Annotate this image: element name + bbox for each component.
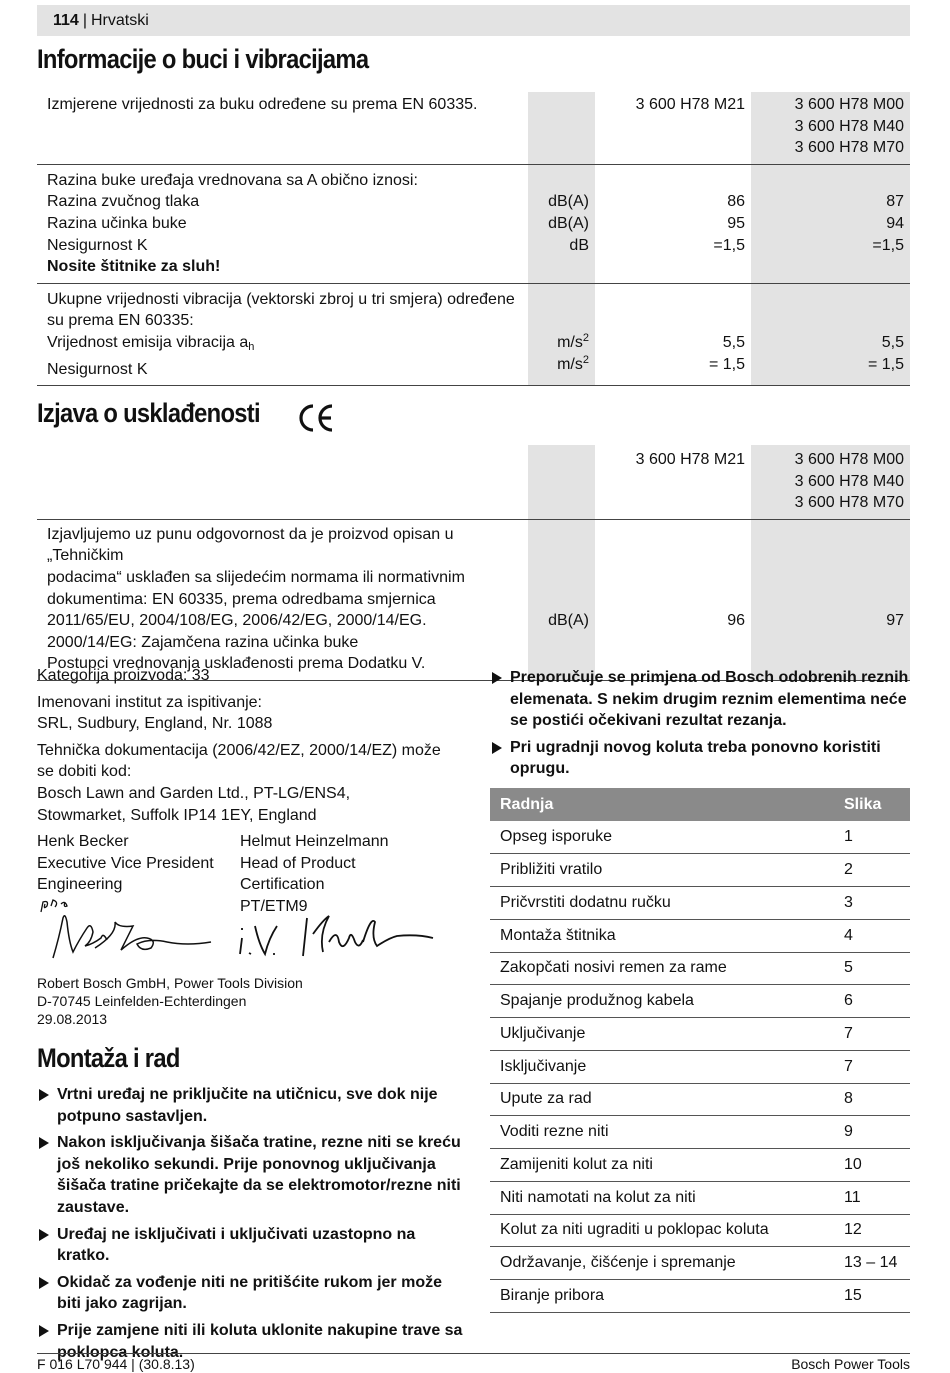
- table-row: [490, 821, 910, 854]
- bullet-triangle-icon: [492, 742, 502, 754]
- table-row: [490, 1181, 910, 1214]
- address: Bosch Lawn and Garden Ltd., PT-LG/ENS4,: [37, 784, 351, 802]
- footer-divider: [37, 1353, 910, 1354]
- vibration-value-b: 5,5: [881, 333, 904, 351]
- table-row: [490, 919, 910, 952]
- ops-figure: 3: [834, 887, 910, 920]
- table-row: [490, 854, 910, 887]
- table-row: [490, 887, 910, 920]
- header-separator: |: [82, 11, 87, 29]
- noise-model-b: 3 600 H78 M00 3 600 H78 M40 3 600 H78 M70: [751, 92, 910, 164]
- conformity-table: [37, 445, 910, 681]
- vibration-unit: $m/s^2$: [557, 331, 589, 351]
- conformity-value-a: 96: [727, 612, 745, 630]
- certification-details: Kategorija proizvoda: 33 Imenovani institut za ispitivanje: SRL, Sudbury, England, Nr. 1088 Tehnička dokumentacija (2006/42/EZ, 2000/14/EZ) može se dobiti kod: Bosch Lawn and Garden Ltd., PT-LG/ENS4, Stowmarket, Suffolk IP14 1EY, England Henk Becker Executive Vice President Engineering Helmut Heinzelmann Head of Product Certification PT/ETM9: [37, 665, 467, 918]
- list-item: Okidač za vođenje niti ne pritišćite rukom jer može biti jako zagrijan.: [37, 1272, 467, 1315]
- ops-action: Održavanje, čišćenje i spremanje: [490, 1247, 834, 1280]
- noise-model-row: [37, 92, 910, 164]
- institute-name: SRL, Sudbury, England, Nr. 1088: [37, 715, 273, 733]
- conformity-title: Izjava o usklađenosti: [37, 398, 260, 428]
- ops-action: Spajanje produžnog kabela: [490, 985, 834, 1018]
- noise-value-b: 94: [886, 214, 904, 232]
- vibration-group: [37, 283, 910, 385]
- footer-brand: Bosch Power Tools: [791, 1356, 910, 1372]
- conformity-model-row: [37, 445, 910, 519]
- ops-figure: 2: [834, 854, 910, 887]
- institute-label: Imenovani institut za ispitivanje:: [37, 693, 262, 711]
- product-category: Kategorija proizvoda: 33: [37, 667, 210, 684]
- list-item: Preporučuje se primjena od Bosch odobrenih reznih elemenata. S nekim drugim reznim elementima neće se postići očekivani rezultat rezanja.: [490, 667, 910, 732]
- conformity-statement: Izjavljujemo uz punu odgovornost da je proizvod opisan u „Tehničkim podacima“ usklađen sa slijedećim normama ili normativnim dokumentima: EN 60335, prema odredbama smjernica 2011/65/EU, 2004/108/EG, 2006/42/EG, 2000/14/EG. 2000/14/EG: Zajamčena razina učinka buke Postupci vrednovanja usklađenosti prema Dodatku V.: [37, 519, 528, 680]
- page-header: [37, 5, 910, 36]
- noise-table: [37, 92, 910, 386]
- noise-value-b: 87: [886, 193, 904, 211]
- noise-model-a: 3 600 H78 M21: [635, 96, 745, 113]
- ops-header-figure: Slika: [834, 788, 910, 821]
- ops-figure: 13 – 14: [834, 1247, 910, 1280]
- list-item: Uređaj ne isključivati i uključivati uzastopno na kratko.: [37, 1224, 467, 1267]
- noise-intro: Izmjerene vrijednosti za buku određene su prema EN 60335.: [47, 96, 478, 113]
- noise-group1: [37, 164, 910, 283]
- declaration-date: 29.08.2013: [37, 1011, 108, 1027]
- bullet-triangle-icon: [492, 672, 502, 684]
- assembly-warnings: [37, 1084, 467, 1368]
- ops-figure: 9: [834, 1116, 910, 1149]
- table-row: [490, 1050, 910, 1083]
- conformity-model-a: 3 600 H78 M21: [635, 451, 745, 468]
- table-row: [490, 1083, 910, 1116]
- handwritten-signatures: [37, 898, 437, 968]
- ops-figure: 6: [834, 985, 910, 1018]
- ops-action: Biranje pribora: [490, 1280, 834, 1313]
- table-row: [490, 1116, 910, 1149]
- bullet-triangle-icon: [39, 1137, 49, 1149]
- vibration-heading: Ukupne vrijednosti vibracija (vektorski zbroj u tri smjera) određene su prema EN 60335:: [47, 290, 515, 330]
- ops-action: Opseg isporuke: [490, 821, 834, 854]
- uncertainty-unit: $m/s^2$: [557, 353, 589, 373]
- ops-figure: 7: [834, 1050, 910, 1083]
- company-info: Robert Bosch GmbH, Power Tools Division D-70745 Leinfelden-Echterdingen 29.08.2013: [37, 974, 467, 1028]
- ops-figure: 11: [834, 1181, 910, 1214]
- ops-action: Zamijeniti kolut za niti: [490, 1149, 834, 1182]
- table-row: [490, 1247, 910, 1280]
- techdoc-text: Tehnička dokumentacija (2006/42/EZ, 2000/14/EZ) može: [37, 741, 441, 759]
- noise-unit: dB(A): [548, 214, 589, 232]
- ops-action: Kolut za niti ugraditi u poklopac koluta: [490, 1214, 834, 1247]
- noise-unit: dB: [569, 236, 589, 254]
- table-row: [490, 952, 910, 985]
- ops-figure: 5: [834, 952, 910, 985]
- ops-figure: 7: [834, 1018, 910, 1051]
- footer-doc-code: F 016 L70 944 | (30.8.13): [37, 1356, 195, 1372]
- noise-value-a: 86: [727, 193, 745, 211]
- noise-group1-heading: Razina buke uređaja vrednovana sa A obično iznosi:: [47, 171, 418, 189]
- table-row: [490, 1149, 910, 1182]
- conformity-model-b: 3 600 H78 M00 3 600 H78 M40 3 600 H78 M70: [751, 445, 910, 519]
- noise-value-a: =1,5: [713, 236, 745, 254]
- conformity-statement-row: [37, 519, 910, 680]
- list-item: Nakon isključivanja šišača tratine, rezne niti se kreću još nekoliko sekundi. Prije ponovnog uključivanja šišača tratine pričekajte da se elektromotor/rezne niti zaustave.: [37, 1132, 467, 1218]
- ops-action: Upute za rad: [490, 1083, 834, 1116]
- noise-title: Informacije o buci i vibracijama: [37, 44, 369, 74]
- ops-figure: 8: [834, 1083, 910, 1116]
- assembly-title: Montaža i rad: [37, 1043, 180, 1073]
- bullet-triangle-icon: [39, 1277, 49, 1289]
- ops-table-body: [490, 821, 910, 1312]
- ops-action: Pričvrstiti dodatnu ručku: [490, 887, 834, 920]
- uncertainty-value-a: = 1,5: [708, 355, 745, 373]
- ops-action: Približiti vratilo: [490, 854, 834, 887]
- table-row: [490, 1280, 910, 1313]
- noise-row-label: Razina zvučnog tlaka: [47, 193, 200, 211]
- ops-action: Voditi rezne niti: [490, 1116, 834, 1149]
- list-item: Vrtni uređaj ne priključite na utičnicu, sve dok nije potpuno sastavljen.: [37, 1084, 467, 1127]
- vibration-label: Vrijednost emisija vibracija $a_h$: [47, 333, 255, 353]
- ops-figure: 15: [834, 1280, 910, 1313]
- bullet-triangle-icon: [39, 1089, 49, 1101]
- ops-action: Montaža štitnika: [490, 919, 834, 952]
- operations-table: [490, 788, 910, 1313]
- noise-unit: dB(A): [548, 193, 589, 211]
- ops-figure: 12: [834, 1214, 910, 1247]
- bullet-triangle-icon: [39, 1325, 49, 1337]
- ops-action: Isključivanje: [490, 1050, 834, 1083]
- conformity-unit: dB(A): [548, 612, 589, 630]
- ops-header-action: Radnja: [490, 788, 834, 821]
- vibration-value-a: 5,5: [722, 333, 745, 351]
- signer-2: Helmut Heinzelmann Head of Product Certification PT/ETM9: [240, 833, 389, 915]
- signer-1: Henk Becker Executive Vice President Engineering: [37, 833, 214, 894]
- ops-action: Niti namotati na kolut za niti: [490, 1181, 834, 1214]
- table-row: [490, 985, 910, 1018]
- ops-figure: 10: [834, 1149, 910, 1182]
- conformity-value-b: 97: [886, 612, 904, 630]
- ops-figure: 1: [834, 821, 910, 854]
- table-row: [490, 1214, 910, 1247]
- ops-action: Uključivanje: [490, 1018, 834, 1051]
- hearing-protection-warning: Nosite štitnike za sluh!: [47, 258, 221, 276]
- ce-mark-icon: [296, 403, 336, 433]
- bullet-triangle-icon: [39, 1229, 49, 1241]
- cutting-element-notes: [490, 667, 910, 785]
- noise-value-a: 95: [727, 214, 745, 232]
- ops-action: Zakopčati nosivi remen za rame: [490, 952, 834, 985]
- page-number: 114: [53, 11, 79, 29]
- noise-value-b: =1,5: [872, 236, 904, 254]
- uncertainty-label: Nesigurnost K: [47, 360, 148, 378]
- noise-row-label: Razina učinka buke: [47, 214, 187, 232]
- table-row: [490, 1018, 910, 1051]
- ops-figure: 4: [834, 919, 910, 952]
- header-language: Hrvatski: [90, 11, 149, 29]
- list-item: Pri ugradnji novog koluta treba ponovno koristiti oprugu.: [490, 737, 910, 780]
- noise-row-label: Nesigurnost K: [47, 236, 148, 254]
- uncertainty-value-b: = 1,5: [867, 355, 904, 373]
- list-item: Prije zamjene niti ili koluta uklonite nakupine trave sa poklopca koluta.: [37, 1320, 467, 1363]
